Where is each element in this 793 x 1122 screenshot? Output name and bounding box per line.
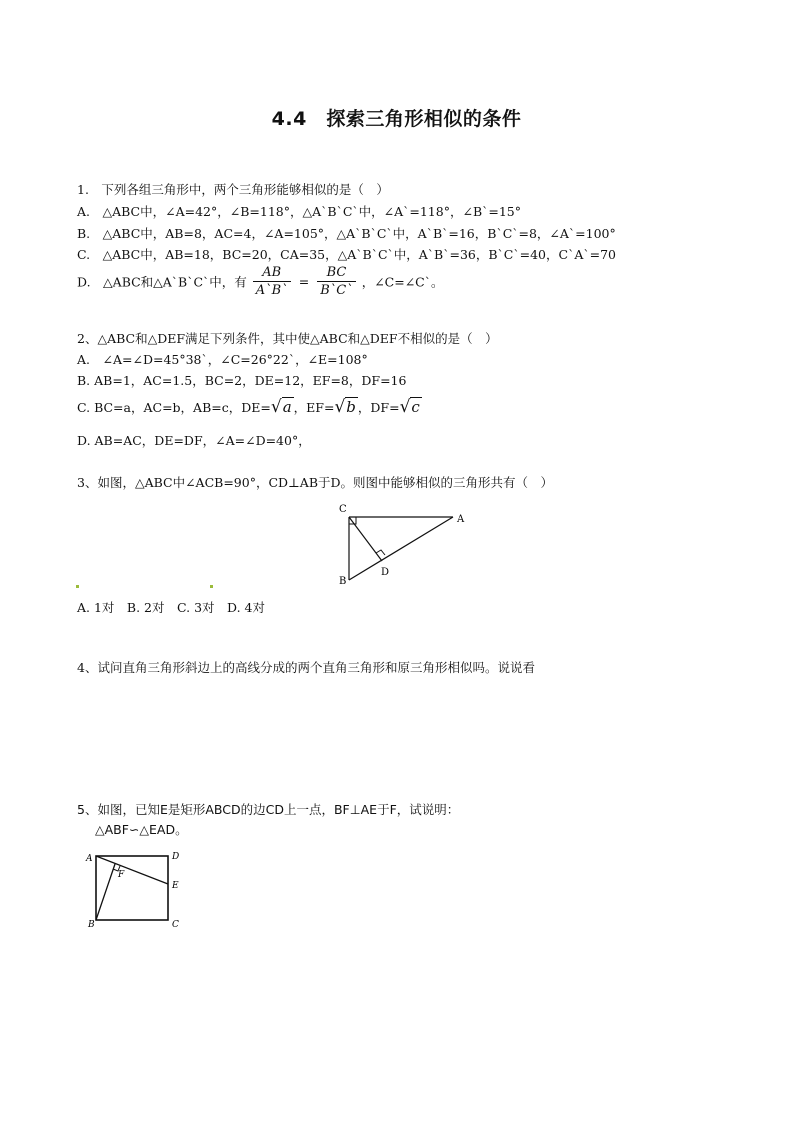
q1-option-c: C. △ABC中，AB=18，BC=20，CA=35，△A`B`C`中，A`B`=36，B`C`=40，C`A`=70	[77, 247, 616, 262]
q1-option-b: B. △ABC中，AB=8，AC=4，∠A=105°，△A`B`C`中，A`B`=16，B`C`=8，∠A`=100°	[77, 226, 616, 241]
label-D: D	[381, 567, 390, 578]
q2-c-mid2: ，DF=	[357, 400, 400, 415]
label-A: A	[457, 514, 465, 525]
sqrt-c: √c	[399, 397, 420, 417]
q1-d-prefix: D. △ABC和△A`B`C`中，有	[77, 274, 247, 290]
q2-option-b: B. AB=1，AC=1.5，BC=2，DE=12，EF=8，DF=16	[77, 373, 407, 388]
q2-stem: 2、△ABC和△DEF满足下列条件，其中使△ABC和△DEF不相似的是（ ）	[77, 331, 498, 346]
q5-line-2: △ABF∽△EAD。	[95, 822, 188, 837]
q2-c-prefix: C. BC=a，AC=b，AB=c，DE=	[77, 400, 271, 415]
label-C: C	[172, 920, 179, 930]
q2-option-c	[77, 397, 422, 417]
q1-d-suffix: ，∠C=∠C`。	[361, 274, 444, 290]
q3-triangle-figure	[335, 500, 475, 590]
q1-frac1-den: A`B`	[255, 283, 288, 298]
q5-line-1: 5、如图，已知E是矩形ABCD的边CD上一点，BF⊥AE于F，试说明：	[77, 802, 460, 817]
label-F: F	[118, 870, 125, 880]
q1-fraction-1	[253, 264, 291, 299]
label-B: B	[339, 576, 347, 587]
sqrt-b: √b	[334, 397, 356, 417]
q1-frac2-den: B`C`	[320, 283, 353, 298]
q2-option-d: D. AB=AC，DE=DF，∠A=∠D=40°，	[77, 433, 311, 448]
q1-option-d	[77, 264, 444, 299]
q1-frac2-num: BC	[317, 264, 356, 282]
q1-option-a: A. △ABC中，∠A=42°，∠B=118°，△A`B`C`中，∠A`=118°，∠B`=15°	[77, 204, 522, 219]
q1-fraction-2	[317, 264, 356, 299]
sqrt-a: √a	[270, 397, 292, 417]
margin-mark	[210, 585, 213, 588]
q1-frac1-num: AB	[253, 264, 291, 282]
q3-stem: 3、如图，△ABC中∠ACB=90°，CD⊥AB于D。则图中能够相似的三角形共有（ ）	[77, 475, 554, 490]
q4-stem: 4、试问直角三角形斜边上的高线分成的两个直角三角形和原三角形相似吗。说说看	[77, 660, 535, 675]
q2-option-a: A. ∠A=∠D=45°38`，∠C=26°22`，∠E=108°	[77, 352, 368, 367]
q3-options: A. 1对 B. 2对 C. 3对 D. 4对	[77, 600, 266, 615]
label-B: B	[88, 920, 95, 930]
q2-c-mid1: ，EF=	[293, 400, 335, 415]
page-title: 4.4 探索三角形相似的条件	[271, 108, 522, 130]
margin-mark	[76, 585, 79, 588]
q1-stem: 1. 下列各组三角形中，两个三角形能够相似的是（ ）	[77, 182, 389, 197]
q1-equals: =	[298, 274, 310, 289]
label-C: C	[339, 504, 347, 515]
label-A: A	[86, 854, 93, 864]
label-E: E	[172, 881, 179, 891]
label-D: D	[172, 852, 180, 862]
q5-rectangle-figure	[80, 845, 190, 935]
